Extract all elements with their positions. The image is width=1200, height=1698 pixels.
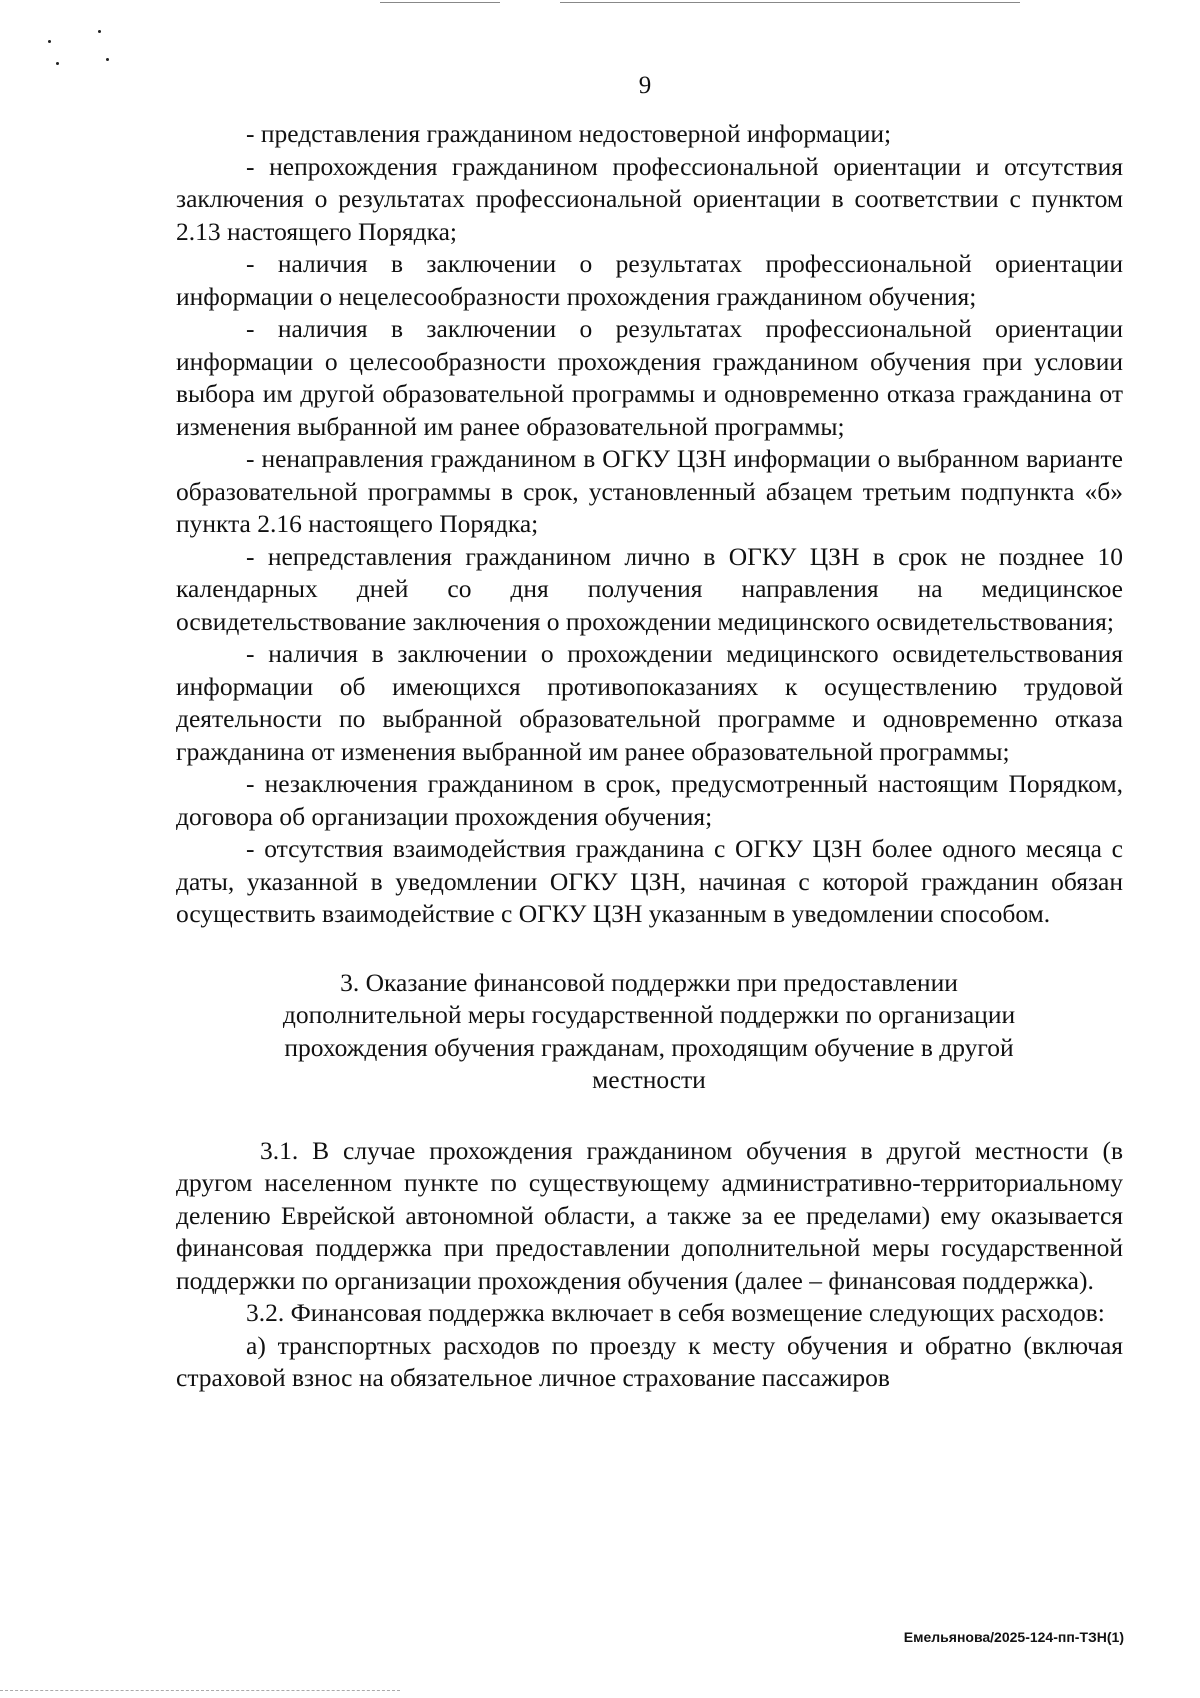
scan-speck [98,30,101,33]
scan-edge-line [380,2,500,3]
section-heading-line: прохождения обучения гражданам, проходящим обучение в другой [284,1032,1014,1062]
section-heading-line: 3. Оказание финансовой поддержки при предоставлении [340,967,958,997]
scan-speck [56,62,59,65]
scan-speck [106,58,109,61]
paragraph: - ненаправления гражданином в ОГКУ ЦЗН информации о выбранном варианте образовательной программы в срок, установленный абзацем третьим подпункта «б» пункта 2.16 настоящего Порядка; [176,444,1123,538]
scan-edge-line [0,1690,400,1692]
paragraph: 3.2. Финансовая поддержка включает в себя возмещение следующих расходов: [246,1298,1105,1327]
paragraph: - наличия в заключении о прохождении медицинского освидетельствования информации об имеющихся противопоказаниях к осуществлению трудовой деятельности по выбранной образовательной программе и одновременно отказа гражданина от изменения выбранной им ранее образовательной программы; [176,639,1123,766]
paragraph: - незаключения гражданином в срок, предусмотренный настоящим Порядком, договора об организации прохождения обучения; [176,769,1123,831]
paragraph: - наличия в заключении о результатах профессиональной ориентации информации о нецелесообразности прохождения гражданином обучения; [176,249,1123,311]
document-body [176,118,1123,1395]
section-heading-line: местности [592,1065,706,1094]
paragraph: - отсутствия взаимодействия гражданина с ОГКУ ЦЗН более одного месяца с даты, указанной в уведомлении ОГКУ ЦЗН, начиная с которой гражданин обязан осуществить взаимодействие с ОГКУ ЦЗН указанным в уведомлении способом. [176,834,1123,928]
paragraph: - непредставления гражданином лично в ОГКУ ЦЗН в срок не позднее 10 календарных дней со дня получения направления на медицинское освидетельствование заключения о прохождении медицинского освидетельствования; [176,541,1123,636]
paragraph: - наличия в заключении о результатах профессиональной ориентации информации о целесообразности прохождения гражданином обучения при условии выбора им другой образовательной программы и одновременно отказа гражданина от изменения выбранной им ранее образовательной программы; [176,314,1123,441]
document-code: Емельянова/2025-124-пп-ТЗН(1) [903,1629,1124,1645]
section-heading-line: дополнительной меры государственной поддержки по организации [282,1000,1016,1029]
section-heading [176,967,1064,1097]
scan-edge-line [560,2,1020,3]
paragraph: 3.1. В случае прохождения гражданином обучения в другой местности (в другом населенном пункте по существующему административно-территориальному делению Еврейской автономной области, а также за ее пределами) ему оказывается финансовая поддержка при предоставлении дополнительной меры государственной поддержки по организации прохождения обучения (далее – финансовая поддержка). [176,1135,1123,1295]
paragraph: а) транспортных расходов по проезду к месту обучения и обратно (включая страховой взнос на обязательное личное страхование пассажиров [176,1330,1123,1392]
paragraph: - представления гражданином недостоверной информации; [246,119,892,148]
scan-speck [48,40,51,43]
paragraph: - непрохождения гражданином профессиональной ориентации и отсутствия заключения о результатах профессиональной ориентации в соответствии с пунктом 2.13 настоящего Порядка; [176,151,1123,246]
page-number: 9 [638,72,652,99]
